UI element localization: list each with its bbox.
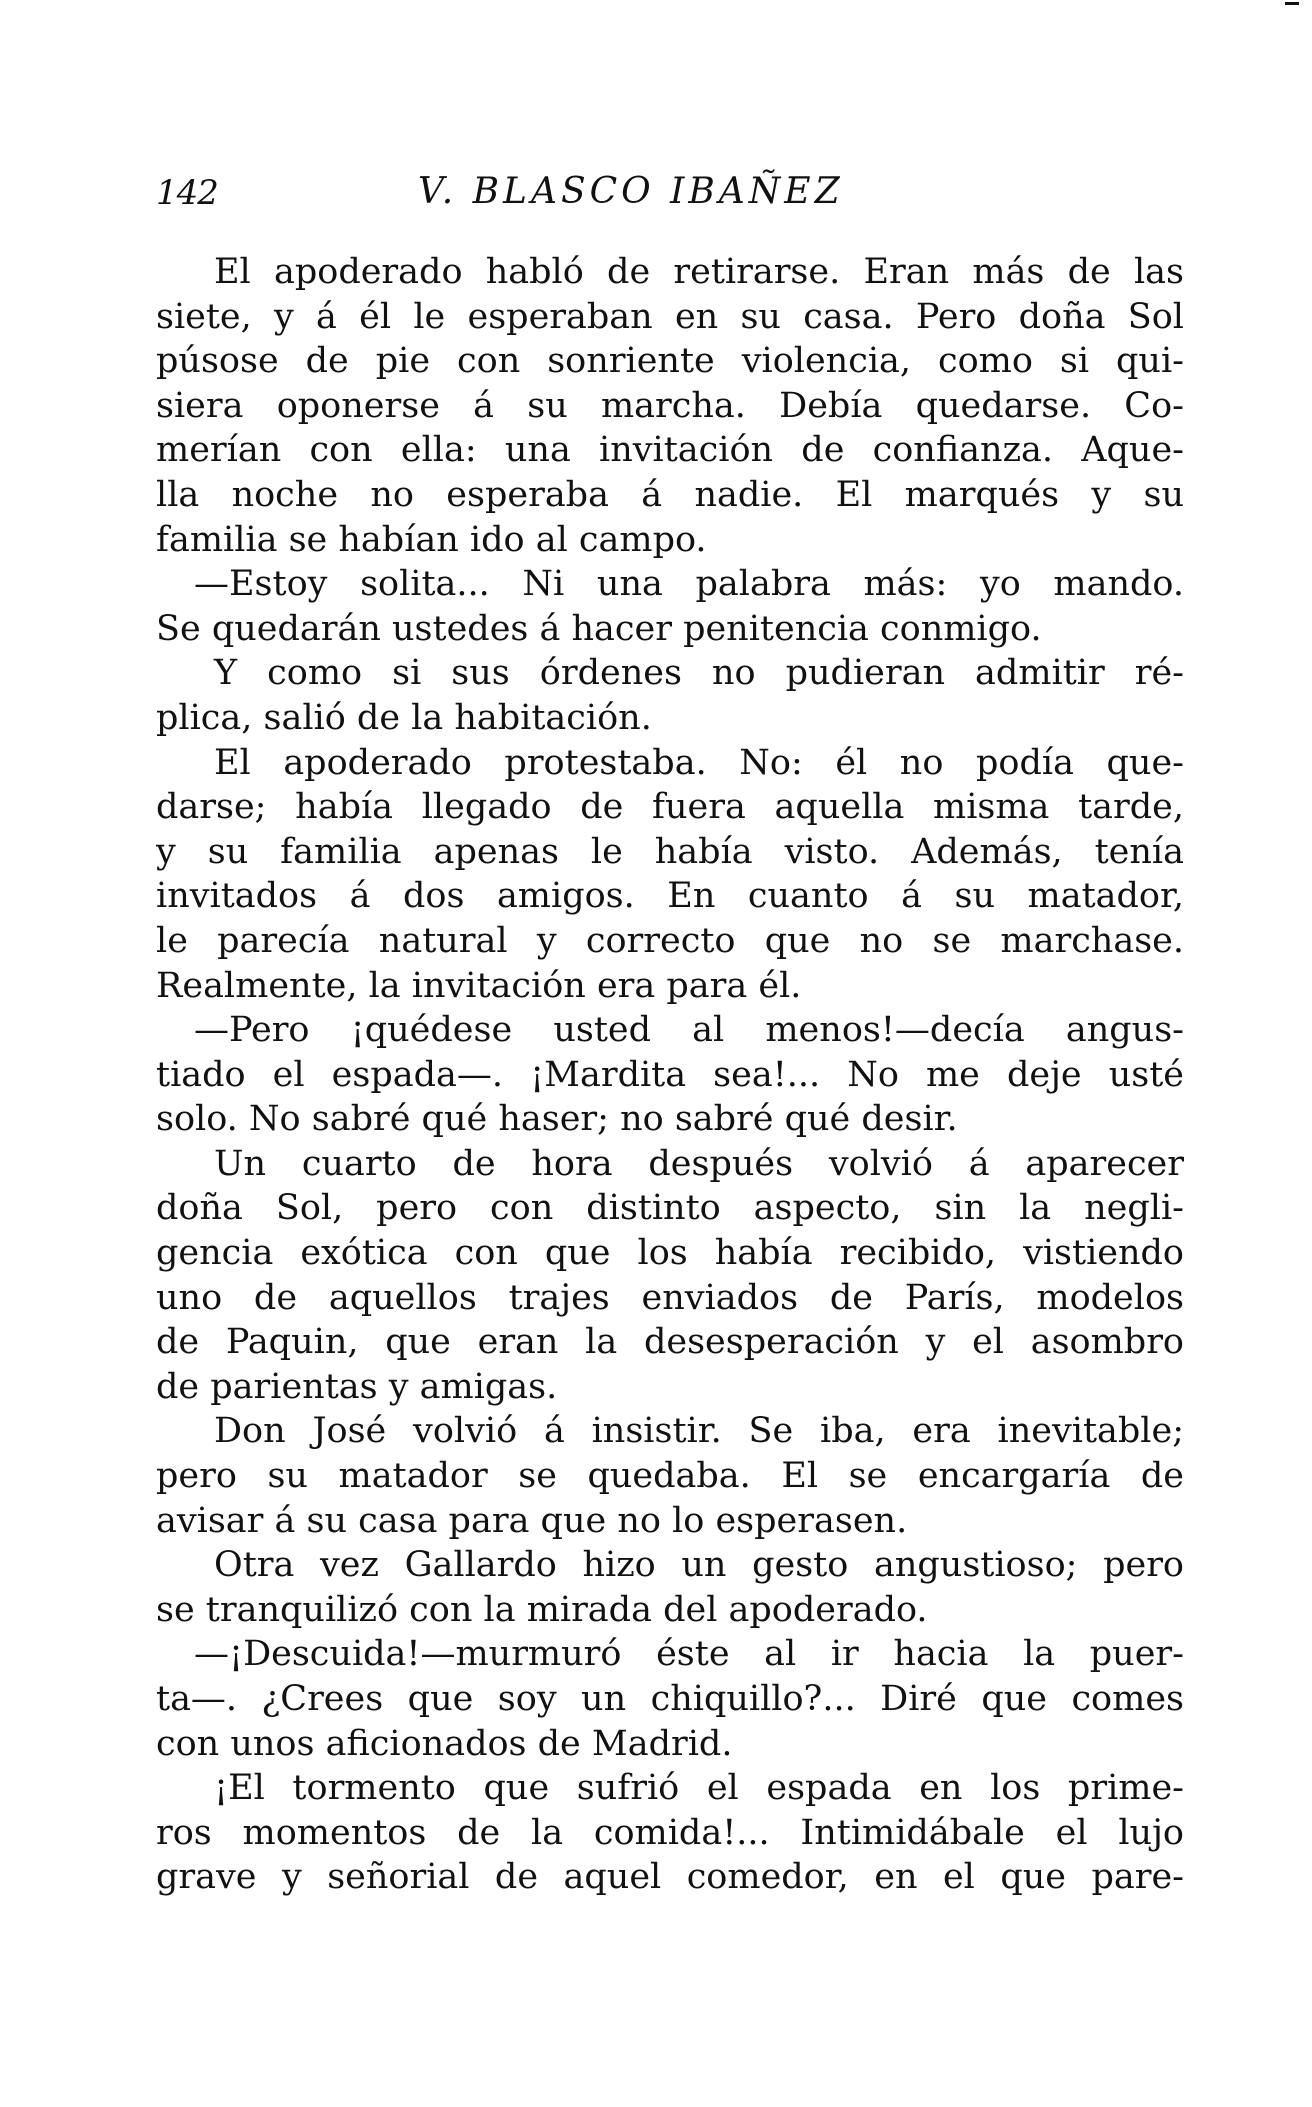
paragraph [156,1766,1184,1900]
text-line: plica, salió de la habitación. [156,697,652,738]
text-line: tiado el espada—. ¡Mardita sea!... No me deje usté [156,1054,1184,1095]
text-line: uno de aquellos trajes enviados de París, modelos [156,1277,1184,1318]
text-line: siete, y á él le esperaban en su casa. Pero doña Sol [156,296,1184,337]
paragraph [156,250,1184,562]
page-header [156,165,1186,215]
body-text [156,250,1184,1900]
text-line: Realmente, la invitación era para él. [156,965,802,1006]
paragraph [156,1142,1184,1410]
text-line: grave y señorial de aquel comedor, en el que pare- [156,1857,1184,1898]
text-line: gencia exótica con que los había recibido, vistiendo [156,1233,1184,1274]
text-line: solo. No sabré qué haser; no sabré qué desir. [156,1099,958,1140]
text-line: y su familia apenas le había visto. Además, tenía [156,831,1184,872]
text-line: Don José volvió á insistir. Se iba, era inevitable; [214,1411,1184,1452]
text-line: ta—. ¿Crees que soy un chiquillo?... Diré que comes [156,1679,1184,1719]
text-line: con unos aficionados de Madrid. [156,1723,733,1764]
text-line: pero su matador se quedaba. El se encargaría de [156,1456,1184,1497]
text-line: lla noche no esperaba á nadie. El marqués y su [156,474,1184,515]
text-line: avisar á su casa para que no lo esperasen. [156,1500,908,1541]
text-line: Otra vez Gallardo hizo un gesto angustioso; pero [214,1545,1184,1586]
text-line: de parientas y amigas. [156,1366,558,1407]
text-line: Un cuarto de hora después volvió á aparecer [214,1143,1184,1184]
text-line: de Paquin, que eran la desesperación y el asombro [156,1322,1184,1363]
paragraph [156,562,1184,651]
paragraph [156,1008,1184,1142]
text-line: siera oponerse á su marcha. Debía quedarse. Co- [156,385,1184,426]
page-number: 142 [156,173,218,213]
text-line: darse; había llegado de fuera aquella misma tarde, [156,787,1184,828]
paragraph [156,651,1184,740]
paragraph [156,1543,1184,1632]
text-line: invitados á dos amigos. En cuanto á su matador, [156,876,1184,917]
text-line: —Pero ¡quédese usted al menos!—decía angus- [194,1010,1184,1051]
text-line: le parecía natural y correcto que no se marchase. [156,920,1184,961]
paragraph [156,1409,1184,1543]
text-line: El apoderado protestaba. No: él no podía que- [214,742,1184,783]
paragraph [156,1632,1184,1766]
text-line: ros momentos de la comida!... Intimidábale el lujo [156,1812,1184,1853]
text-line: —Estoy solita... Ni una palabra más: yo mando. [194,564,1184,605]
text-line: ¡El tormento que sufrió el espada en los prime- [214,1768,1184,1809]
scan-mark [1285,2,1299,5]
text-line: púsose de pie con sonriente violencia, como si qui- [156,341,1184,382]
text-line: doña Sol, pero con distinto aspecto, sin la negli- [156,1188,1184,1229]
running-head: V. BLASCO IBAÑEZ [418,171,844,212]
text-line: El apoderado habló de retirarse. Eran más de las [214,252,1184,292]
text-line: se tranquilizó con la mirada del apoderado. [156,1589,928,1630]
text-line: —¡Descuida!—murmuró éste al ir hacia la puer- [194,1634,1184,1675]
text-line: Y como si sus órdenes no pudieran admitir ré- [214,653,1184,694]
text-line: familia se habían ido al campo. [156,519,707,560]
paragraph [156,741,1184,1009]
text-line: Se quedarán ustedes á hacer penitencia conmigo. [156,608,1042,649]
text-line: merían con ella: una invitación de confianza. Aque- [156,430,1184,471]
